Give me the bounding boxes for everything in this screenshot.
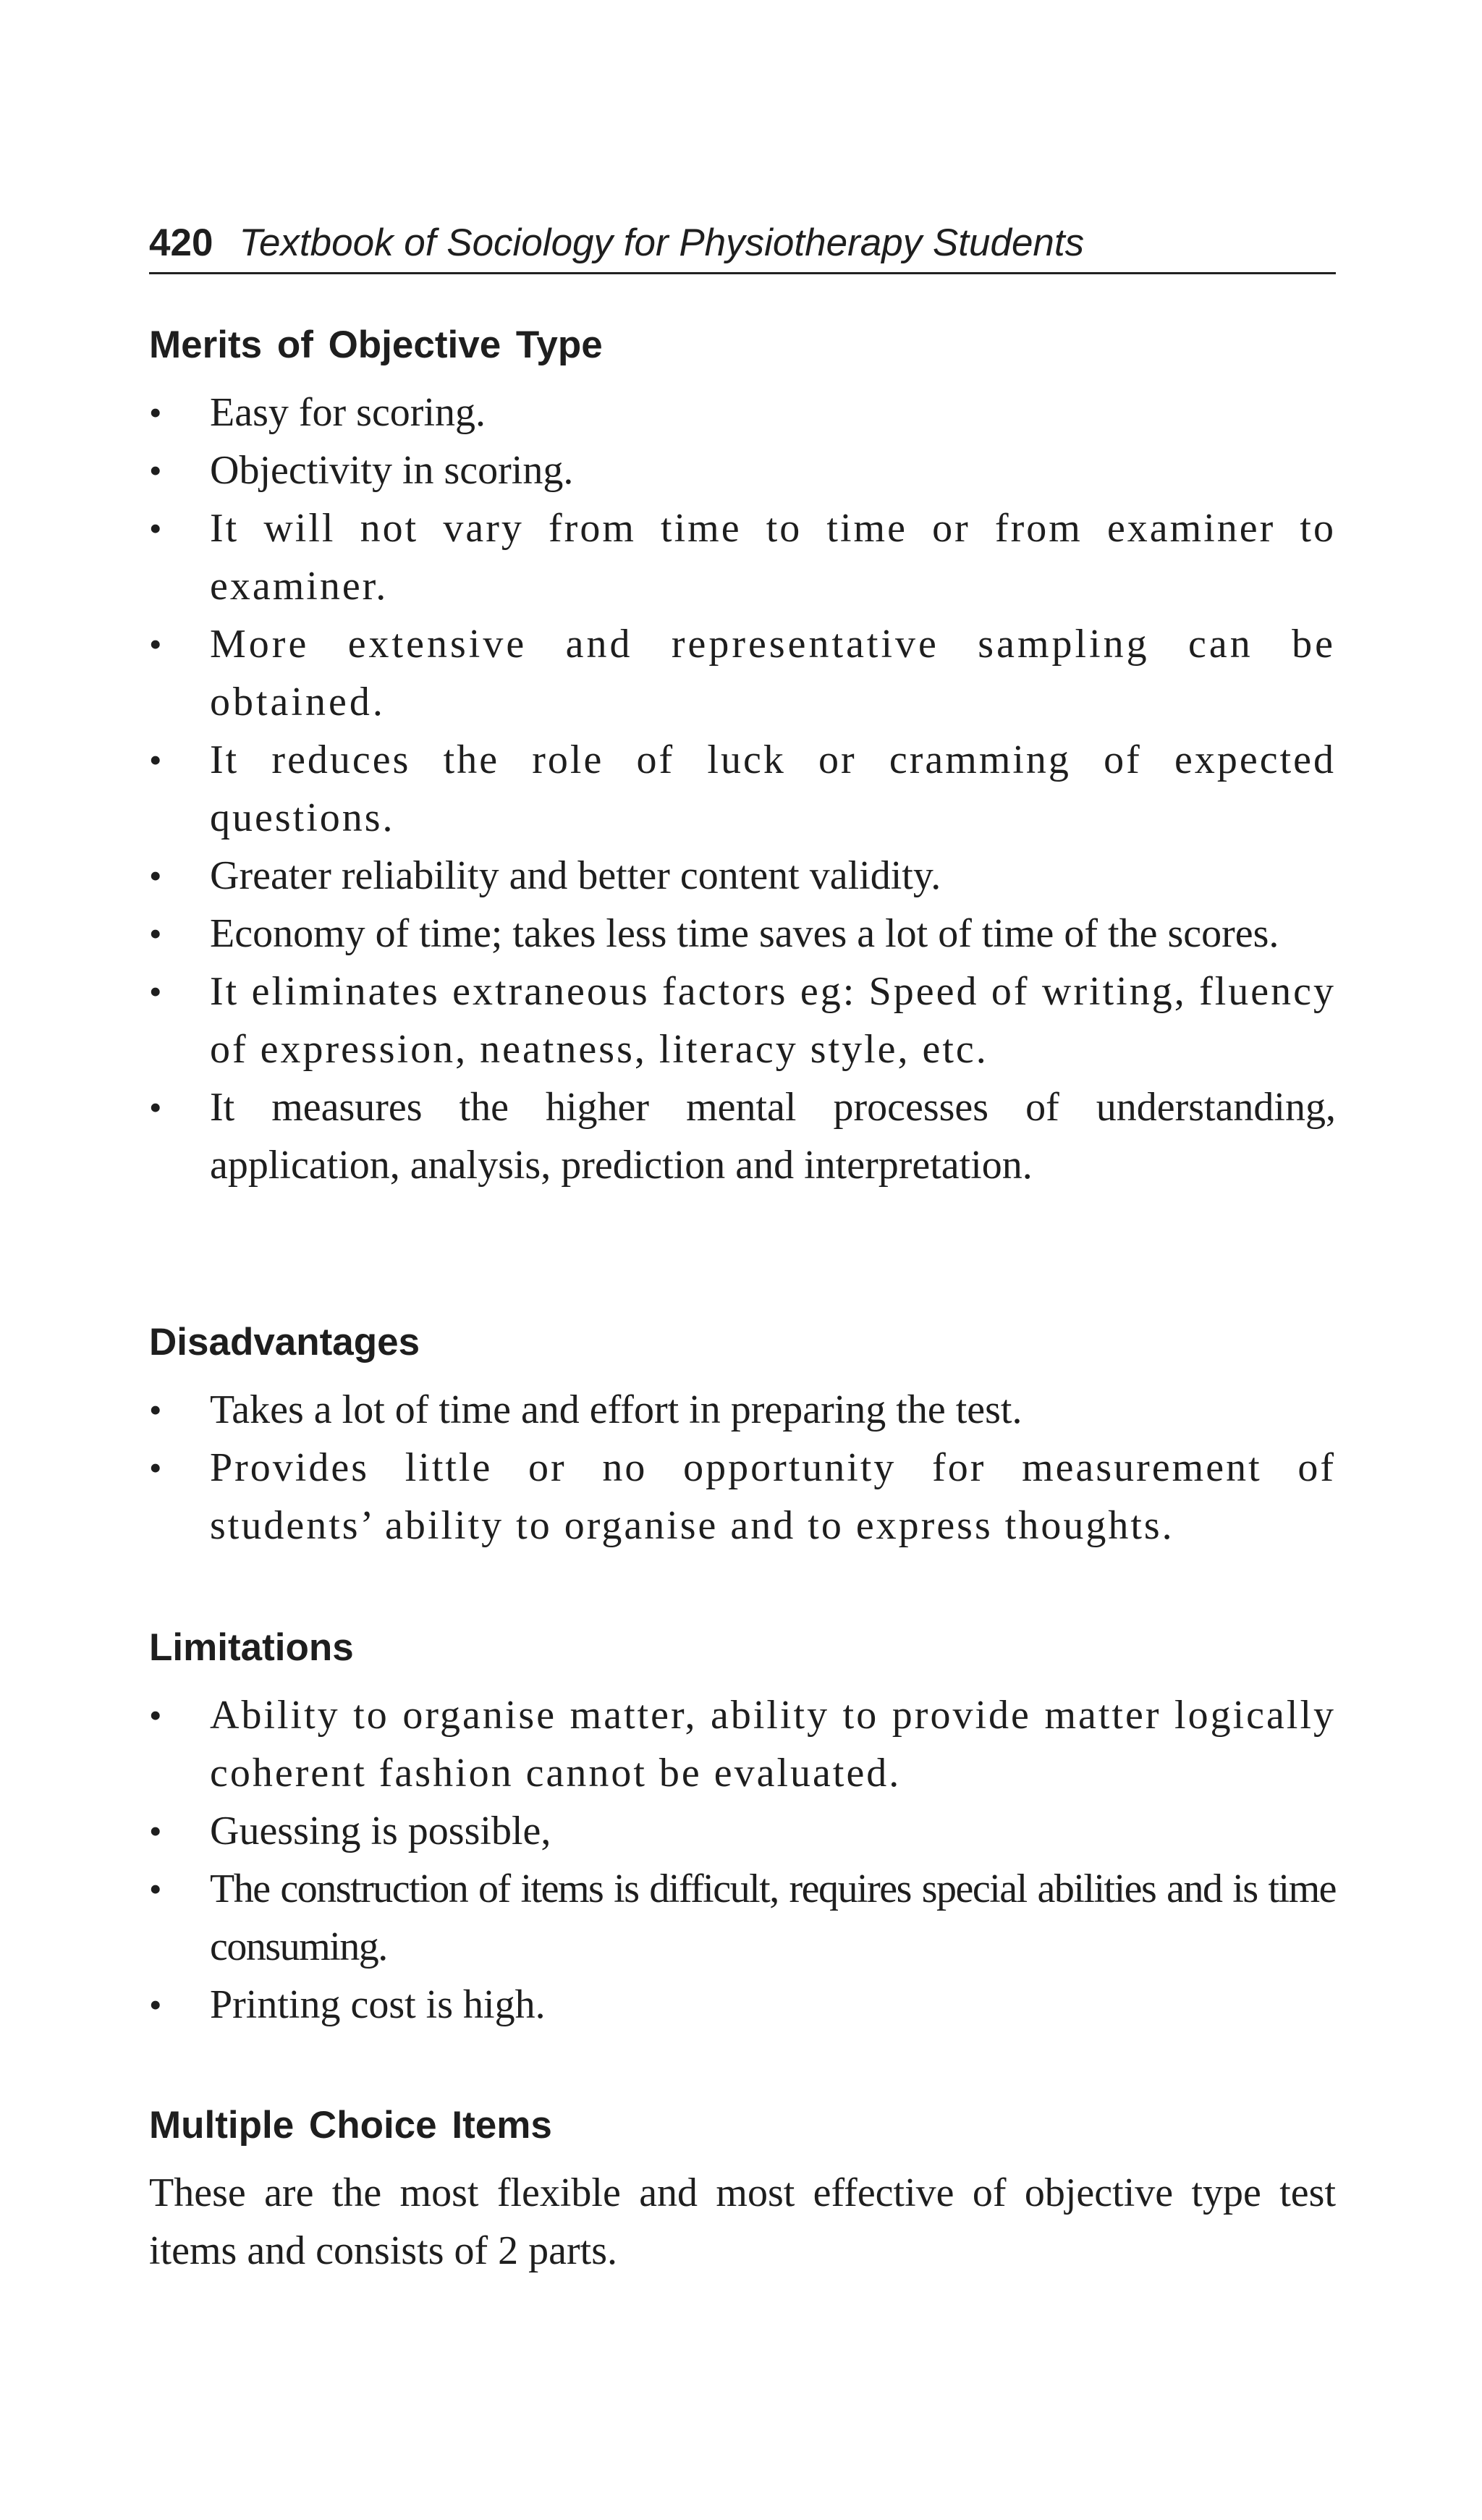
- bullet-icon: •: [149, 450, 162, 491]
- list-item-text: Easy for scoring.: [210, 390, 486, 435]
- list-item: [149, 1802, 1336, 1860]
- list-item-text: Economy of time; takes less time saves a lot of time of the scores.: [210, 911, 1279, 956]
- running-head: [149, 214, 1336, 274]
- list-item: [149, 1976, 1336, 2034]
- list-item: [149, 441, 1336, 499]
- bullet-icon: •: [149, 1984, 162, 2025]
- section-heading-multiple-choice: Multiple Choice Items: [149, 2104, 552, 2147]
- list-item-text: Provides little or no opportunity for measurement of students’ ability to organise and to express thoughts.: [210, 1445, 1336, 1548]
- bullet-icon: •: [149, 1390, 162, 1430]
- list-item: [149, 384, 1336, 441]
- merits-list: [149, 384, 1336, 1194]
- section-disadvantages: [149, 1317, 1336, 1555]
- paragraph-multiple-choice: These are the most flexible and most effective of objective type test items and consists of 2 parts.: [149, 2170, 1336, 2273]
- list-item: [149, 963, 1336, 1078]
- list-item: [149, 615, 1336, 731]
- section-limitations: [149, 1623, 1336, 2034]
- section-merits: [149, 320, 1336, 1194]
- list-item: [149, 847, 1336, 905]
- section-heading-disadvantages: Disadvantages: [149, 1321, 420, 1363]
- section-heading-merits: Merits of Objective Type: [149, 324, 603, 366]
- list-item-text: The construction of items is difficult, requires special abilities and is time consuming.: [210, 1866, 1336, 1969]
- list-item-text: Guessing is possible,: [210, 1809, 551, 1853]
- bullet-icon: •: [149, 392, 162, 433]
- list-item: [149, 1860, 1336, 1976]
- bullet-icon: •: [149, 1087, 162, 1128]
- list-item: [149, 731, 1336, 847]
- list-item-text: Ability to organise matter, ability to provide matter logically coherent fashion cannot be evaluated.: [210, 1693, 1336, 1796]
- bullet-icon: •: [149, 855, 162, 896]
- list-item: [149, 1686, 1336, 1802]
- list-item-text: It measures the higher mental processes of understanding, application, analysis, prediction and interpretation.: [210, 1085, 1336, 1188]
- book-title: Textbook of Sociology for Physiotherapy Students: [239, 221, 1085, 264]
- list-item-text: It eliminates extraneous factors eg: Speed of writing, fluency of expression, neatness, literacy style, etc.: [210, 969, 1336, 1072]
- bullet-icon: •: [149, 971, 164, 1012]
- bullet-icon: •: [149, 1447, 164, 1488]
- section-multiple-choice: [149, 2100, 1336, 2280]
- disadvantages-list: [149, 1381, 1336, 1555]
- list-item-text: Takes a lot of time and effort in preparing the test.: [210, 1387, 1022, 1432]
- list-item: [149, 1078, 1336, 1194]
- bullet-icon: •: [149, 1695, 164, 1735]
- list-item: [149, 1439, 1336, 1555]
- bullet-icon: •: [149, 1869, 161, 1909]
- list-item: [149, 499, 1336, 615]
- list-item-text: Objectivity in scoring.: [210, 448, 574, 493]
- bullet-icon: •: [149, 913, 162, 954]
- bullet-icon: •: [149, 1811, 162, 1851]
- list-item-text: Greater reliability and better content validity.: [210, 853, 941, 898]
- bullet-icon: •: [149, 624, 165, 664]
- section-heading-limitations: Limitations: [149, 1626, 354, 1669]
- list-item-text: It will not vary from time to time or from examiner to examiner.: [210, 506, 1336, 609]
- limitations-list: [149, 1686, 1336, 2034]
- list-item: [149, 1381, 1336, 1439]
- bullet-icon: •: [149, 508, 164, 549]
- list-item-text: More extensive and representative sampling can be obtained.: [210, 622, 1336, 724]
- list-item-text: It reduces the role of luck or cramming of expected questions.: [210, 737, 1336, 840]
- list-item: [149, 905, 1336, 963]
- page-number: 420: [149, 221, 213, 264]
- bullet-icon: •: [149, 740, 164, 780]
- list-item-text: Printing cost is high.: [210, 1982, 546, 2027]
